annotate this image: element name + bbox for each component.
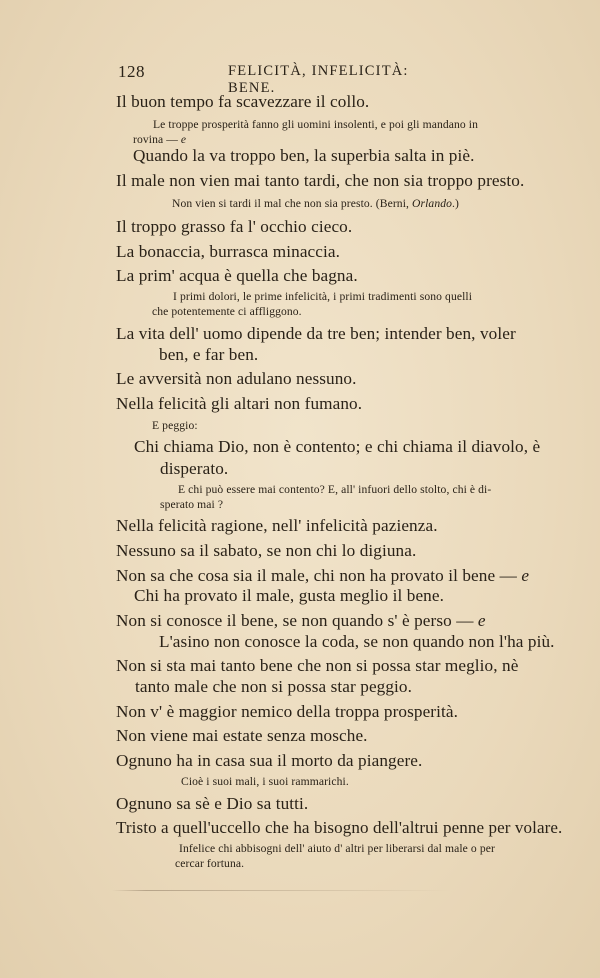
proverb-line: Le avversità non adulano nessuno. [116, 369, 357, 388]
proverb-line: La bonaccia, burrasca minaccia. [116, 242, 341, 261]
gloss-line: rovina — e [133, 133, 187, 146]
proverb-line: La vita dell' uomo dipende da tre ben; intender ben, voler [116, 324, 516, 343]
proverb-line: La prim' acqua è quella che bagna. [116, 266, 358, 285]
proverb-line: Non v' è maggior nemico della troppa prosperità. [116, 702, 458, 721]
proverb-line: Ognuno sa sè e Dio sa tutti. [116, 794, 309, 813]
proverb-line: ben, e far ben. [159, 345, 259, 364]
proverb-line: Ognuno ha in casa sua il morto da piangere. [116, 751, 423, 770]
proverb-line: Il troppo grasso fa l' occhio cieco. [116, 217, 353, 236]
proverb-line: Quando la va troppo ben, la superbia salta in piè. [133, 146, 475, 165]
gloss-line: Le troppe prosperità fanno gli uomini insolenti, e poi gli mandano in [153, 118, 479, 131]
gloss-line: E chi può essere mai contento? E, all' infuori dello stolto, chi è di- [178, 483, 492, 496]
italic-e: e [477, 611, 486, 630]
proverb-line: Non si sta mai tanto bene che non si possa star meglio, nè [116, 656, 519, 675]
proverb-line: Chi chiama Dio, non è contento; e chi chiama il diavolo, è [134, 437, 541, 456]
source-title: Orlando [412, 197, 453, 210]
bottom-rule [112, 890, 452, 891]
proverb-line: Non viene mai estate senza mosche. [116, 726, 368, 745]
proverb-line: Tristo a quell'uccello che ha bisogno dell'altrui penne per volare. [116, 818, 563, 837]
proverb-line: Il buon tempo fa scavezzare il collo. [116, 92, 370, 111]
proverb-line: Non si conosce il bene, se non quando s' è perso — e [116, 611, 486, 630]
gloss-line: che potentemente ci affliggono. [152, 305, 302, 318]
proverb-line: disperato. [160, 459, 229, 478]
running-title: FELICITÀ, INFELICITÀ: BENE. [228, 63, 409, 96]
proverb-line: Nella felicità gli altari non fumano. [116, 394, 363, 413]
gloss-line: E peggio: [152, 419, 198, 432]
italic-e: e [180, 133, 187, 146]
gloss-line: Non vien si tardi il mal che non sia presto. (Berni, Orlando.) [172, 197, 459, 210]
page-number: 128 [118, 62, 145, 81]
gloss-line: I primi dolori, le prime infelicità, i primi tradimenti sono quelli [173, 290, 473, 303]
gloss-line: sperato mai ? [160, 498, 224, 511]
proverb-line: Chi ha provato il male, gusta meglio il bene. [134, 586, 444, 605]
italic-e: e [521, 566, 530, 585]
proverb-line: L'asino non conosce la coda, se non quando non l'ha più. [159, 632, 555, 651]
gloss-line: Cioè i suoi mali, i suoi rammarichi. [181, 775, 349, 788]
proverb-line: Non sa che cosa sia il male, chi non ha provato il bene — e [116, 566, 530, 585]
proverb-line: Nessuno sa il sabato, se non chi lo digiuna. [116, 541, 417, 560]
gloss-line: cercar fortuna. [175, 857, 245, 870]
proverb-line: tanto male che non si possa star peggio. [135, 677, 413, 696]
gloss-line: Infelice chi abbisogni dell' aiuto d' altri per liberarsi dal male o per [179, 842, 495, 855]
running-header [118, 62, 448, 96]
proverb-line: Nella felicità ragione, nell' infelicità pazienza. [116, 516, 438, 535]
proverb-line: Il male non vien mai tanto tardi, che non sia troppo presto. [116, 171, 525, 190]
